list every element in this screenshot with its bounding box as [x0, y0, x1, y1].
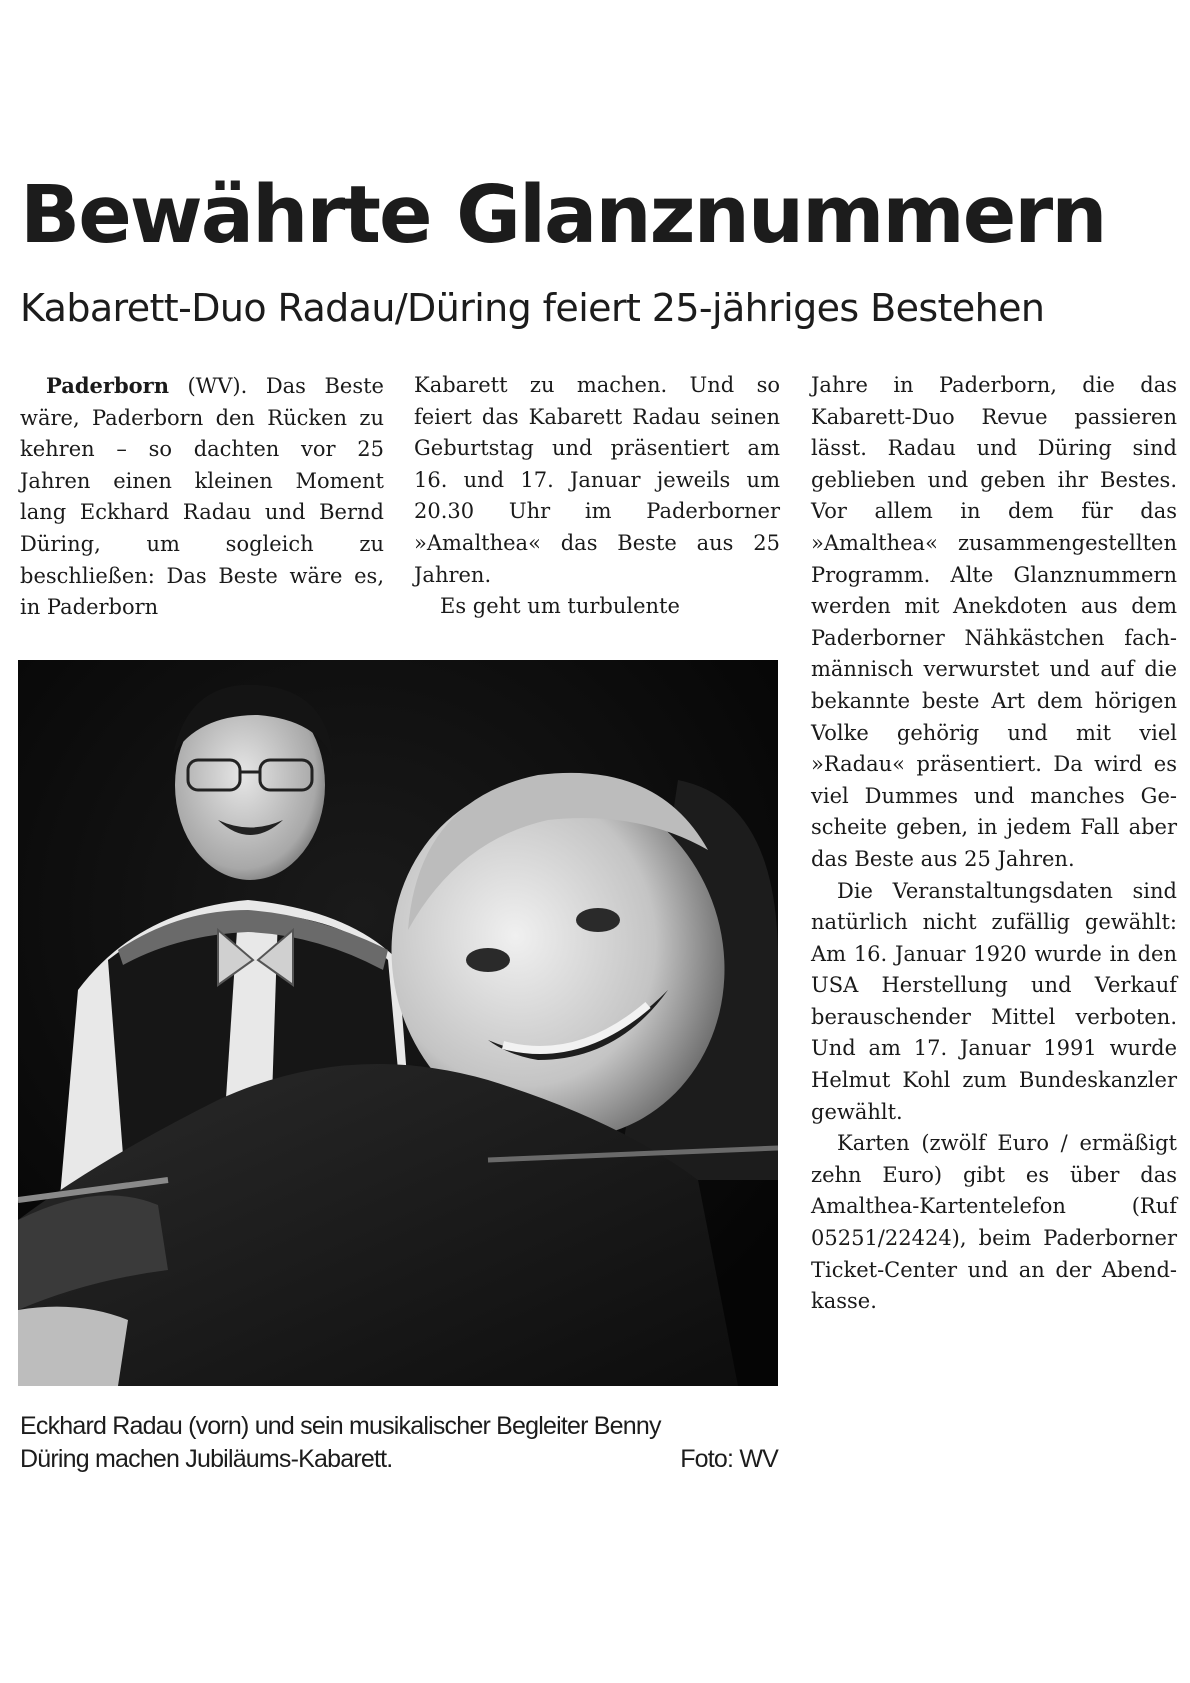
paragraph: Karten (zwölf Euro / ermäßigt zehn Euro) gibt es über das Amalthea-Kartentelefon (Ruf 05251/22424), beim Paderborner Ticket-Center und an der Abendkasse. — [811, 1131, 1177, 1314]
article-photo — [18, 660, 778, 1386]
caption-line-1: Eckhard Radau (vorn) und sein musikalischer Begleiter Benny — [20, 1412, 661, 1440]
paragraph: Die Veranstaltungsdaten sind natürlich nicht zufällig gewählt: Am 16. Januar 1920 wurde in den USA Herstellung und Verkauf berauschender Mittel verboten. Und am 17. Januar 1991 wurde Helmut Kohl zum Bundeskanzler gewählt. — [811, 878, 1177, 1124]
text-column-1 — [20, 370, 384, 624]
paragraph: Kabarett zu machen. Und so feiert das Kabarett Radau seinen Geburtstag und präsentiert am 16. und 17. Januar jeweils um 20.30 Uhr im Paderborner »Amalthea« das Beste aus 25 Jahren. — [414, 373, 780, 587]
caption-line-2: Düring machen Jubiläums-Kabarett. — [20, 1445, 393, 1473]
photo-caption — [20, 1410, 778, 1476]
text-column-2 — [414, 370, 780, 623]
text-column-3 — [811, 370, 1177, 1318]
photo-credit: Foto: WV — [680, 1445, 778, 1473]
dateline: Paderborn — [46, 373, 169, 398]
headline: Bewährte Glanznummern — [20, 169, 1106, 261]
photo-illustration — [18, 660, 778, 1386]
paragraph: Jahre in Paderborn, die das Kabarett-Duo Revue passieren lässt. Radau und Düring sind geblieben und geben ihr Bestes. Vor allem in dem für das »Amalthea« zusammengestellten Programm. Alte Glanznummern werden mit Anekdoten aus dem Paderborner Nähkästchen fachmännisch verwurstet und auf die bekannte beste Art dem hörigen Volke gehörig und mit viel »Radau« präsentiert. Da wird es viel Dummes und manches Gescheite geben, in jedem Fall aber das Beste aus 25 Jahren. — [811, 373, 1177, 871]
paragraph-text: (WV). Das Beste wäre, Paderborn den Rücken zu kehren – so dachten vor 25 Jahren einen kleinen Moment lang Eckhard Radau und Bernd Düring, um sogleich zu beschließen: Das Beste wäre es, in Paderborn — [20, 374, 384, 620]
hand — [18, 1307, 128, 1386]
caption-line-2-row — [20, 1443, 778, 1476]
subheadline: Kabarett-Duo Radau/Düring feiert 25-jähriges Bestehen — [20, 286, 1045, 330]
paragraph — [20, 370, 384, 624]
paragraph: Es geht um turbulente — [440, 594, 680, 619]
